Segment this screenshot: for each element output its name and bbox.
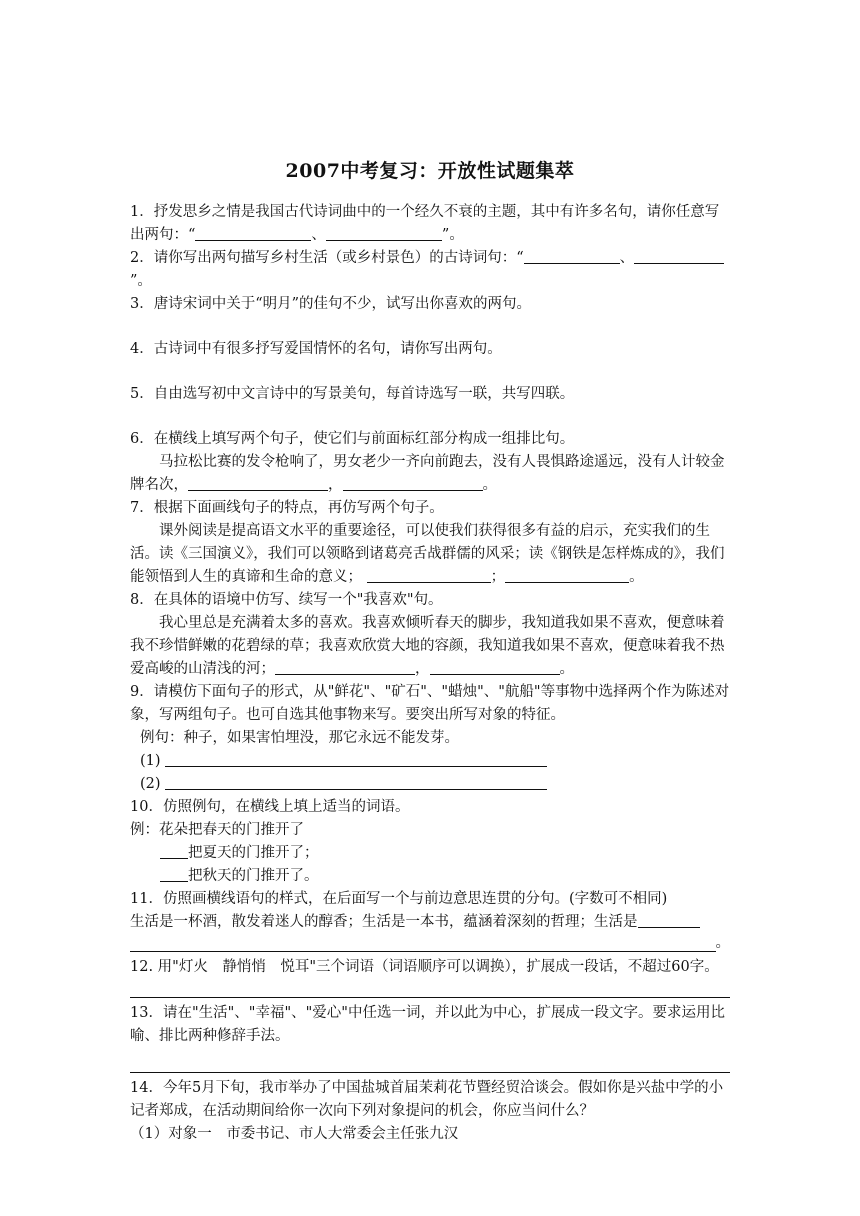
question-7-passage — [130, 520, 730, 589]
answer-space — [130, 361, 730, 383]
answer-blank[interactable] — [430, 660, 560, 675]
question-1-end: ”。 — [441, 227, 464, 243]
question-7: 7．根据下面画线句子的特点，再仿写两个句子。 — [130, 500, 444, 516]
question-13: 13．请在"生活"、"幸福"、"爱心"中任选一词，并以此为中心，扩展成一段文字。要求运用比喻、排比两种修辞手法。 — [130, 1005, 725, 1044]
question-11: 11．仿照画横线语句的样式，在后面写一个与前边意思连贯的分句。(字数可不相同) — [130, 891, 668, 907]
answer-blank[interactable] — [524, 249, 620, 264]
passage-text: 生活是一杯酒，散发着迷人的醇香；生活是一本书，蕴涵着深刻的哲理；生活是 — [130, 914, 638, 930]
question-1-text: 1．抒发思乡之情是我国古代诗词曲中的一个经久不衰的主题，其中有许多名句，请你任意写出两句：“ — [130, 204, 720, 243]
item-label: (2) — [140, 776, 161, 792]
passage-end: 。 — [482, 477, 497, 493]
passage-text: 课外阅读是提高语文水平的重要途径，可以使我们获得很多有益的启示，充实我们的生活。读《三国演义》，我们可以领略到诸葛亮舌战群儒的风采；读《钢铁是怎样炼成的》，我们能领悟到人生的真谛和生命的意义； — [130, 523, 725, 585]
question-9-item-1 — [130, 750, 730, 773]
question-1 — [130, 201, 730, 247]
line-text: 把秋天的门推开了。 — [188, 868, 319, 884]
question-9: 9．请模仿下面句子的形式，从"鲜花"、"矿石"、"蜡烛"、"航船"等事物中选择两个作为陈述对象，写两组句子。也可自选其他事物来写。要突出所写对象的特征。 — [130, 684, 730, 723]
question-9-example: 例句：种子，如果害怕埋没，那它永远不能发芽。 — [140, 730, 459, 746]
answer-line[interactable] — [130, 983, 730, 998]
answer-blank[interactable] — [275, 660, 415, 675]
separator: ， — [328, 477, 343, 493]
document-page — [130, 150, 730, 1146]
answer-space — [130, 406, 730, 428]
question-3: 3．唐诗宋词中关于“明月”的佳句不少，试写出你喜欢的两句。 — [130, 296, 532, 312]
passage-end: 。 — [559, 661, 574, 677]
answer-blank[interactable] — [195, 226, 311, 241]
line-text: 把夏天的门推开了； — [188, 845, 319, 861]
answer-blank[interactable] — [343, 476, 483, 491]
passage-text: 我心里总是充满着太多的喜欢。我喜欢倾听春天的脚步，我知道我如果不喜欢，便意味着我不珍惜鲜嫩的花碧绿的草；我喜欢欣赏大地的容颜，我知道我如果不喜欢，便意味着我不热爱高峻的山清浅的河； — [130, 615, 725, 677]
question-8-passage — [130, 612, 730, 681]
question-2 — [130, 247, 730, 293]
question-10-line-1 — [130, 842, 730, 865]
item-label: (1) — [140, 753, 161, 769]
question-5: 5．自由选写初中文言诗中的写景美句，每首诗选写一联，共写四联。 — [130, 386, 575, 402]
answer-blank[interactable] — [188, 476, 328, 491]
answer-line[interactable] — [130, 1058, 730, 1073]
passage-end: 。 — [715, 935, 730, 951]
answer-line[interactable] — [130, 937, 716, 952]
question-14-item-1: （1）对象一 市委书记、市人大常委会主任张九汉 — [130, 1126, 459, 1142]
separator: 、 — [311, 227, 326, 243]
separator: ； — [490, 569, 506, 585]
question-10-example: 例：花朵把春天的门推开了 — [130, 822, 304, 838]
passage-text: 马拉松比赛的发令枪响了，男女老少一齐向前跑去，没有人畏惧路途遥远，没有人计较金牌名次， — [130, 454, 725, 493]
question-9-item-2 — [130, 773, 730, 796]
answer-blank[interactable] — [160, 867, 188, 882]
answer-blank[interactable] — [634, 249, 724, 264]
question-14: 14．今年5月下旬，我市举办了中国盐城首届茉莉花节暨经贸洽谈会。假如你是兴盐中学的小记者郑成，在活动期间给你一次向下列对象提问的机会，你应当问什么？ — [130, 1080, 724, 1119]
page-title: 2007中考复习：开放性试题集萃 — [285, 160, 575, 182]
question-2-text: 2．请你写出两句描写乡村生活（或乡村景色）的古诗词句：“ — [130, 250, 524, 266]
question-11-passage — [130, 911, 730, 934]
answer-blank[interactable] — [160, 844, 188, 859]
question-11-answer-line — [130, 934, 730, 952]
question-2-end: ”。 — [130, 273, 152, 289]
question-10: 10．仿照例句，在横线上填上适当的词语。 — [130, 799, 410, 815]
separator: 、 — [619, 250, 635, 266]
separator: ， — [415, 661, 430, 677]
question-6: 6．在横线上填写两个句子，使它们与前面标红部分构成一组排比句。 — [130, 431, 575, 447]
question-12: 12. 用"灯火 静悄悄 悦耳"三个词语（词语顺序可以调换），扩展成一段话，不超过60字。 — [130, 959, 719, 975]
question-8: 8．在具体的语境中仿写、续写一个"我喜欢"句。 — [130, 592, 443, 608]
answer-blank[interactable] — [638, 913, 700, 928]
answer-blank[interactable] — [367, 568, 491, 583]
answer-space — [130, 316, 730, 338]
answer-line[interactable] — [165, 752, 547, 767]
question-10-line-2 — [130, 865, 730, 888]
question-4: 4．古诗词中有很多抒写爱国情怀的名句，请你写出两句。 — [130, 341, 502, 357]
question-6-passage — [130, 451, 730, 497]
passage-end: 。 — [629, 569, 644, 585]
answer-line[interactable] — [165, 775, 547, 790]
answer-blank[interactable] — [505, 568, 629, 583]
answer-blank[interactable] — [326, 226, 442, 241]
